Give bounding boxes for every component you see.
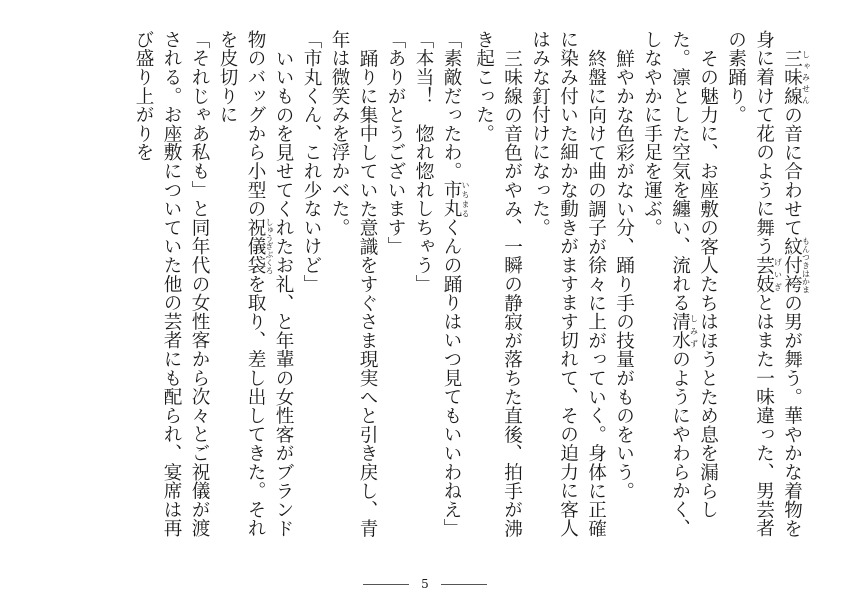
- paragraph: [638, 30, 722, 555]
- paragraph: [526, 30, 610, 555]
- text-run: 三味線の音色がやみ、一瞬の静寂が落ちた直後、拍手が沸き起こった。: [473, 30, 523, 538]
- footer-rule-left: [363, 584, 409, 585]
- ruby-base: 清水: [669, 312, 691, 350]
- text-run: 「ありがとうございます」: [385, 30, 406, 256]
- ruby-base: 祝儀袋: [245, 218, 266, 275]
- paragraph: [470, 30, 526, 555]
- footer-rule-right: [441, 584, 487, 585]
- text-run: 「市丸くん、これ少ないけど」: [301, 30, 322, 294]
- text-run: を取り、差し出してきた。それを皮切りに: [217, 30, 266, 538]
- text-run: 鮮やかな色彩がない分、踊り手の技量がものをいう。: [613, 48, 635, 500]
- ruby-word: [245, 218, 274, 275]
- paragraph: [437, 30, 470, 555]
- ruby-reading: もんつきはかま: [801, 236, 810, 293]
- ruby-base: 紋付袴: [781, 236, 803, 294]
- text-run: くんの踊りはいつ見てもいいわねえ」: [441, 218, 462, 538]
- ruby-reading: げいぎ: [773, 255, 783, 294]
- page-number: 5: [421, 577, 429, 591]
- text-run: 終盤に向けて曲の調子が徐々に上がっていく。身体に正確に染み付いた細かな動きがますます切れて、その迫力に客人はみな釘付けになった。: [529, 30, 607, 538]
- ruby-word: [781, 236, 810, 294]
- ruby-word: [781, 48, 810, 105]
- text-run: とはまた一味違った、男芸者の素踊り。: [725, 30, 775, 538]
- text-run: 「それじゃあ私も」と同年代の女性客から次々とご祝儀が渡される。お座敷についていた他の芸者にも配られ、宴席は再び盛り上がりを: [133, 30, 210, 538]
- text-run: いいものを見せてくれたお礼、と年輩の女性客がブランド物のバッグから小型の: [245, 30, 294, 538]
- ruby-reading: いちまる: [461, 180, 470, 218]
- paragraph: [129, 30, 213, 555]
- paragraph: [722, 30, 811, 555]
- ruby-word: [441, 180, 470, 219]
- ruby-base: 芸妓: [753, 255, 775, 294]
- text-run: その魅力に、お座敷の客人たちはほうとため息を漏らした。凛とした空気を纏い、流れる: [669, 30, 719, 519]
- ruby-base: 市丸: [441, 180, 462, 219]
- text-run: 「本当！ 惚れ惚れしちゃう」: [413, 30, 434, 294]
- body-text: [35, 30, 810, 555]
- ruby-word: [753, 255, 783, 294]
- text-run: の音に合わせて: [781, 105, 803, 237]
- page-footer: [0, 576, 850, 592]
- paragraph: [610, 30, 638, 555]
- ruby-reading: しゅうぎぶくろ: [265, 218, 274, 275]
- ruby-reading: しみず: [689, 312, 699, 350]
- ruby-word: [669, 312, 699, 350]
- paragraph: [325, 30, 381, 555]
- ruby-base: 三味線: [781, 48, 803, 105]
- paragraph: [213, 30, 297, 555]
- text-run: 踊りに集中していた意識をすぐさま現実へと引き戻し、青年は微笑みを浮かべた。: [329, 30, 378, 538]
- ruby-reading: しゃみせん: [801, 48, 810, 105]
- text-run: の男が舞う。華やかな着物を身に着けて花のように舞う: [753, 30, 803, 538]
- paragraph: [297, 30, 325, 555]
- text-run: のようにやわらかく、しなやかに手足を運ぶ。: [641, 30, 691, 538]
- paragraph: [409, 30, 437, 555]
- paragraph: [381, 30, 409, 555]
- text-run: 「素敵だったわ。: [441, 30, 462, 181]
